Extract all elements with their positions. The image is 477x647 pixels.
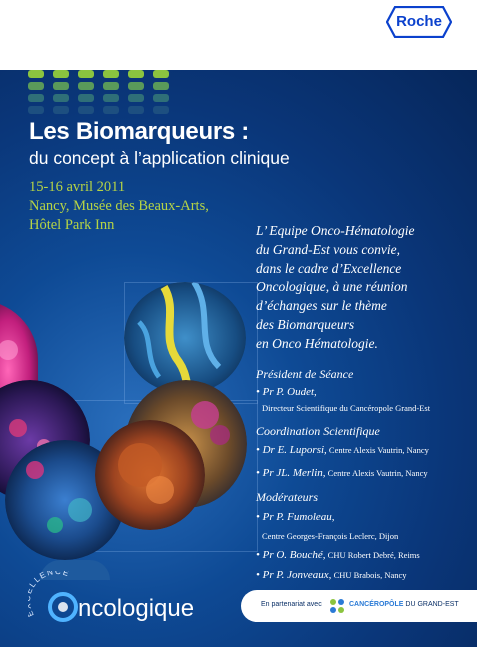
roche-logo bbox=[386, 6, 452, 38]
moderator-affiliation: Centre Georges-François Leclerc, Dijon bbox=[262, 531, 399, 541]
partner-band bbox=[241, 590, 477, 622]
intro-line: Oncologique, à une réunion bbox=[256, 279, 408, 295]
coordinator-item bbox=[256, 444, 429, 456]
roche-logo-text: Roche bbox=[396, 13, 442, 30]
moderator-item bbox=[256, 569, 407, 581]
person-name: • Dr E. Luporsi, bbox=[256, 444, 327, 456]
person-name: • Pr P. Fumoleau, bbox=[256, 511, 335, 523]
coordinator-item bbox=[256, 467, 428, 479]
moderator-item bbox=[256, 511, 335, 523]
event-venue-line-2: Hôtel Park Inn bbox=[29, 217, 115, 233]
cell-bubble-dna-icon bbox=[124, 282, 246, 394]
president-affiliation: Directeur Scientifique du Cancéropole Grand-Est bbox=[262, 403, 431, 413]
intro-line: en Onco Hématologie. bbox=[256, 335, 378, 351]
event-info bbox=[29, 178, 209, 235]
intro-line: L’ Equipe Onco-Hématologie bbox=[256, 223, 415, 238]
president-heading: Président de Séance bbox=[256, 367, 354, 381]
person-name: • Pr O. Bouché, bbox=[256, 549, 326, 561]
green-dot-grid-icon bbox=[28, 70, 178, 120]
event-dates: 15-16 avril 2011 bbox=[29, 179, 126, 195]
excellence-oncologique-icon bbox=[28, 571, 218, 627]
excellence-word: ncologique bbox=[78, 595, 195, 622]
event-venue-line-1: Nancy, Musée des Beaux-Arts, bbox=[29, 198, 209, 214]
partner-name-bold: CANCÉROPÔLE bbox=[349, 601, 404, 608]
cell-bubble-orange-icon bbox=[95, 420, 205, 530]
page-title: Les Biomarqueurs : bbox=[29, 118, 249, 145]
person-affiliation: CHU Brabois, Nancy bbox=[331, 570, 407, 580]
intro-line: d’échanges sur le thème bbox=[256, 298, 387, 314]
partner-name-rest: DU GRAND-EST bbox=[403, 601, 459, 608]
person-name: • Pr P. Oudet, bbox=[256, 386, 317, 398]
person-affiliation: Centre Alexis Vautrin, Nancy bbox=[325, 468, 428, 478]
intro-line: des Biomarqueurs bbox=[256, 316, 355, 332]
person-name: • Pr P. Jonveaux, bbox=[256, 569, 332, 581]
person-affiliation: CHU Robert Debré, Reims bbox=[325, 550, 420, 560]
president-name bbox=[256, 386, 317, 398]
partner-name bbox=[349, 601, 459, 608]
intro-line: du Grand-Est vous convie, bbox=[256, 241, 400, 257]
canceropole-logo-icon bbox=[327, 596, 347, 616]
intro-line: dans le cadre d’Excellence bbox=[256, 260, 402, 276]
person-name: • Pr JL. Merlin, bbox=[256, 467, 326, 479]
coordination-heading: Coordination Scientifique bbox=[256, 424, 380, 438]
excellence-arc-text: LLENCE bbox=[28, 571, 72, 589]
partner-label: En partenariat avec bbox=[261, 601, 322, 608]
page-subtitle: du concept à l’application clinique bbox=[29, 148, 290, 168]
excellence-oncologique-logo bbox=[28, 571, 218, 627]
intro-paragraph bbox=[256, 222, 471, 354]
moderator-item bbox=[256, 549, 420, 561]
person-affiliation: Centre Alexis Vautrin, Nancy bbox=[326, 445, 429, 455]
moderators-heading: Modérateurs bbox=[256, 490, 318, 504]
